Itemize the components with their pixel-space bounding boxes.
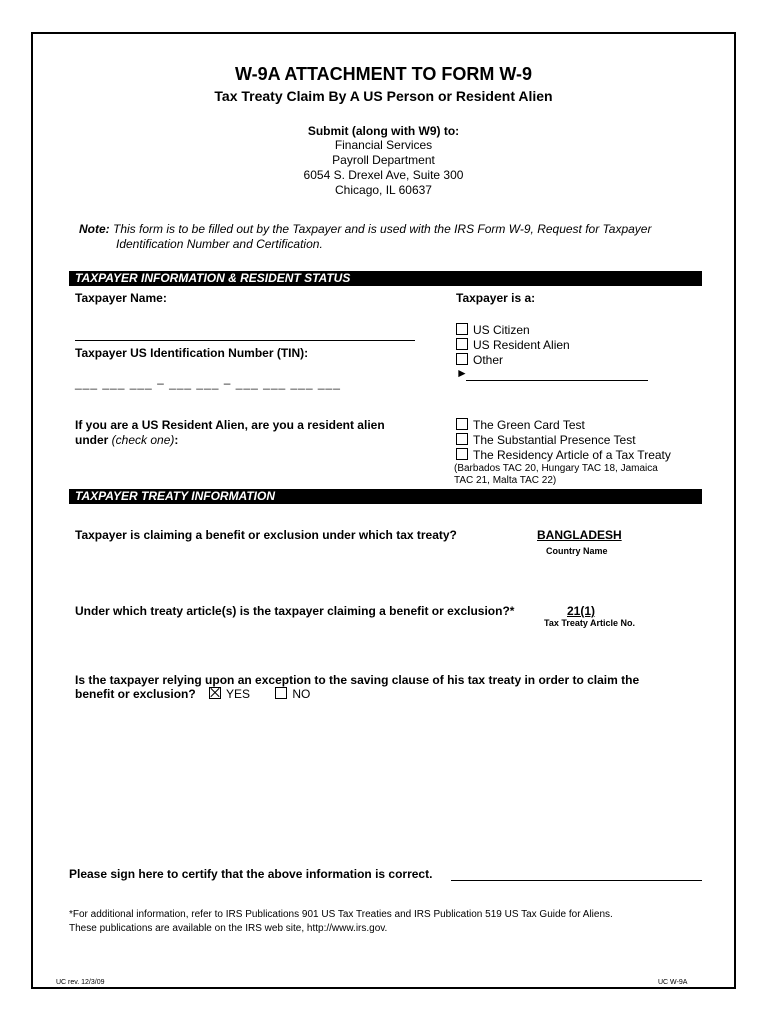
no-checkbox[interactable]	[275, 687, 287, 699]
checkbox[interactable]	[456, 338, 468, 350]
footnote: *For additional information, refer to IRS Publications 901 US Tax Treaties and IRS Publication 519 US Tax Guide for Aliens.	[69, 909, 613, 920]
footer-form-id: UC W-9A	[658, 979, 688, 986]
note-text-continued: Identification Number and Certification.	[116, 237, 323, 251]
saving-clause-question: Is the taxpayer relying upon an exception to the saving clause of his tax treaty in order to claim the	[75, 673, 640, 687]
saving-clause-question-end: benefit or exclusion?	[75, 687, 196, 701]
taxpayer-name-label: Taxpayer Name:	[75, 291, 167, 305]
resident-question-colon: :	[174, 433, 179, 447]
address-line: Financial Services	[334, 138, 433, 152]
checkbox[interactable]	[456, 323, 468, 335]
no-label: NO	[292, 687, 311, 701]
yes-option[interactable]	[209, 687, 250, 701]
tin-field[interactable]: ___ ___ ___ – ___ ___ – ___ ___ ___ ___	[75, 376, 341, 390]
section-header-taxpayer-info: TAXPAYER INFORMATION & RESIDENT STATUS	[69, 271, 702, 286]
signature-label: Please sign here to certify that the above information is correct.	[69, 867, 433, 881]
resident-question-under: under	[75, 433, 112, 447]
article-caption: Tax Treaty Article No.	[544, 618, 636, 628]
other-specify-field[interactable]	[466, 380, 648, 381]
submit-label: Submit (along with W9) to:	[307, 124, 460, 138]
test-option-label: The Green Card Test	[473, 418, 585, 432]
status-option-other[interactable]	[456, 353, 503, 367]
status-option-us-citizen[interactable]	[456, 323, 530, 337]
yes-label: YES	[226, 687, 251, 701]
article-question: Under which treaty article(s) is the taxpayer claiming a benefit or exclusion?*	[75, 604, 515, 618]
checkbox[interactable]	[456, 433, 468, 445]
checkbox[interactable]	[456, 353, 468, 365]
status-option-label: Other	[473, 353, 504, 367]
note-text: This form is to be filled out by the Taxpayer and is used with the IRS Form W-9, Request for Taxpayer	[109, 222, 652, 236]
treaty-question: Taxpayer is claiming a benefit or exclusion under which tax treaty?	[75, 528, 457, 542]
section-header-treaty-info: TAXPAYER TREATY INFORMATION	[69, 489, 702, 504]
form-title: W-9A ATTACHMENT TO FORM W-9	[235, 64, 532, 84]
footnote-continued: These publications are available on the IRS web site, http://www.irs.gov.	[69, 923, 388, 934]
tin-label: Taxpayer US Identification Number (TIN):	[75, 346, 309, 360]
form-subtitle: Tax Treaty Claim By A US Person or Resident Alien	[214, 88, 553, 104]
checkbox[interactable]	[456, 448, 468, 460]
test-option-substantial-presence[interactable]	[456, 433, 636, 447]
yes-checkbox[interactable]	[209, 687, 221, 699]
test-option-residency-article[interactable]	[456, 448, 671, 462]
test-option-green-card[interactable]	[456, 418, 585, 432]
test-option-label: The Residency Article of a Tax Treaty	[473, 448, 671, 462]
article-value: 21(1)	[567, 604, 596, 618]
no-option[interactable]	[275, 687, 310, 701]
checkbox[interactable]	[456, 418, 468, 430]
taxpayer-is-label: Taxpayer is a:	[456, 291, 536, 305]
resident-question: If you are a US Resident Alien, are you a resident alien	[75, 418, 385, 432]
country-caption: Country Name	[546, 546, 608, 556]
treaty-note-continued: TAC 21, Malta TAC 22)	[454, 475, 557, 486]
note	[79, 222, 709, 252]
address-line: Chicago, IL 60637	[335, 183, 432, 197]
other-pointer-icon: ►	[456, 366, 468, 380]
status-option-label: US Resident Alien	[473, 338, 570, 352]
test-option-label: The Substantial Presence Test	[473, 433, 636, 447]
address-line: 6054 S. Drexel Ave, Suite 300	[303, 168, 464, 182]
resident-question-hint: (check one)	[111, 433, 175, 447]
signature-field[interactable]	[451, 880, 702, 881]
treaty-note: (Barbados TAC 20, Hungary TAC 18, Jamaica	[454, 463, 658, 474]
taxpayer-name-field[interactable]	[75, 340, 415, 341]
status-option-us-resident-alien[interactable]	[456, 338, 570, 352]
status-option-label: US Citizen	[473, 323, 530, 337]
saving-clause-question-continued	[75, 687, 310, 701]
country-value: BANGLADESH	[537, 528, 622, 542]
address-line: Payroll Department	[332, 153, 435, 167]
footer-revision: UC rev. 12/3/09	[56, 979, 105, 986]
note-label: Note:	[79, 222, 110, 236]
resident-question-continued	[75, 433, 178, 447]
form-page	[31, 32, 736, 989]
